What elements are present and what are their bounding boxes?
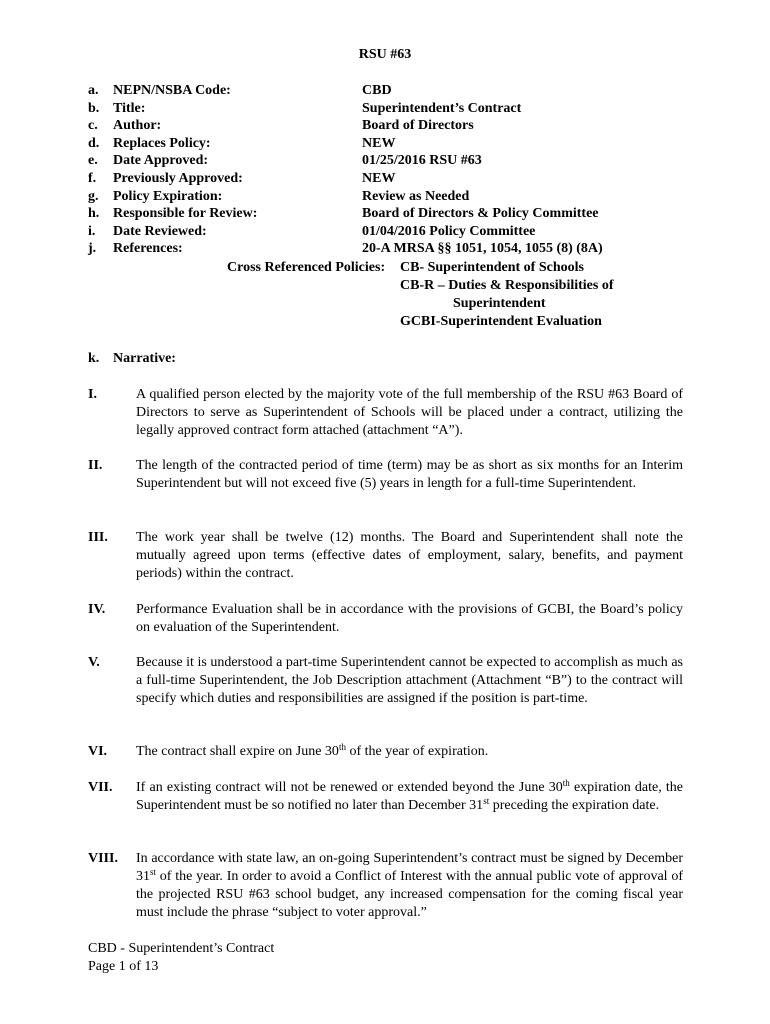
narrative-item (88, 654, 683, 708)
meta-label: Date Reviewed: (113, 223, 207, 239)
meta-letter: h. (88, 206, 100, 222)
item-number: III. (88, 530, 108, 545)
meta-letter: f. (88, 170, 97, 186)
text-segment: of the year of expiration. (345, 744, 489, 759)
ordinal-suffix: st (483, 796, 490, 806)
meta-value: 01/04/2016 Policy Committee (362, 223, 536, 239)
narrative-item (88, 743, 683, 761)
text-segment: of the year. In order to avoid a Conflict of Interest with the annual public vote of approval of the projected RSU #63 school budget, any increased compensation for the coming fiscal year must include the phrase “subject to voter approval.” (136, 869, 683, 920)
meta-letter: j. (88, 241, 97, 257)
cross-ref-line: CB-R – Duties & Responsibilities of (400, 278, 614, 293)
meta-letter: d. (88, 135, 100, 151)
text-segment: preceding the expiration date. (489, 798, 660, 813)
item-number: IV. (88, 602, 106, 617)
policy-metadata (88, 82, 688, 258)
meta-label: NEPN/NSBA Code: (113, 83, 231, 98)
meta-row-previously-approved (88, 170, 688, 188)
footer-page-number: Page 1 of 13 (88, 959, 159, 974)
page-title: RSU #63 (358, 47, 412, 62)
cross-ref-label: Cross Referenced Policies: (227, 260, 386, 275)
item-text: Because it is understood a part-time Superintendent cannot be expected to accomplish as much as a full-time Superintendent, the Job Description attachment (Attachment “B”) to the contract will specify which duties and responsibilities are assigned if the position is part-time. (136, 655, 683, 706)
meta-value: Superintendent’s Contract (362, 100, 522, 116)
meta-letter: c. (88, 118, 98, 134)
item-number: VII. (88, 780, 113, 795)
ordinal-suffix: st (150, 867, 157, 877)
narrative-item (88, 601, 683, 637)
item-text (136, 779, 683, 815)
text-segment: The contract shall expire on June 30 (136, 744, 339, 759)
item-text: The length of the contracted period of time (term) may be as short as six months for an Interim Superintendent but will not exceed five (5) years in length for a full-time Superintendent. (136, 458, 683, 491)
text-segment: In accordance with state law, an on-going Superintendent’s contract must be signed by December 31 (136, 851, 683, 884)
meta-letter: e. (88, 153, 98, 169)
narrative-heading (88, 350, 176, 368)
narrative-label: Narrative: (113, 351, 176, 366)
meta-label: Title: (113, 100, 146, 116)
meta-row-date-approved (88, 152, 688, 170)
meta-label: Date Approved: (113, 153, 209, 169)
narrative-item (88, 529, 683, 583)
text-segment: If an existing contract will not be renewed or extended beyond the June 30 (136, 780, 563, 795)
meta-label: Author: (113, 118, 162, 134)
meta-letter: i. (88, 223, 96, 239)
meta-row-expiration (88, 188, 688, 206)
page-footer (88, 940, 274, 976)
item-number: II. (88, 458, 103, 473)
item-number: V. (88, 655, 100, 670)
meta-label: Replaces Policy: (113, 135, 211, 151)
meta-label: Policy Expiration: (113, 188, 223, 204)
narrative-letter: k. (88, 351, 100, 366)
cross-ref-line: Superintendent (453, 296, 546, 311)
item-text: Performance Evaluation shall be in accordance with the provisions of GCBI, the Board’s policy on evaluation of the Superintendent. (136, 602, 683, 635)
meta-row-responsible (88, 205, 688, 223)
meta-label: Responsible for Review: (113, 206, 258, 222)
narrative-item (88, 779, 683, 815)
item-text (136, 850, 683, 922)
meta-letter: g. (88, 188, 99, 204)
item-text: The work year shall be twelve (12) months. The Board and Superintendent shall note the mutually agreed upon terms (effective dates of employment, salary, benefits, and payment periods) within the contract. (136, 530, 683, 581)
meta-label: Previously Approved: (113, 170, 243, 186)
meta-value: 20-A MRSA §§ 1051, 1054, 1055 (8) (8A) (362, 241, 603, 257)
narrative-item (88, 457, 683, 493)
footer-doc-title: CBD - Superintendent’s Contract (88, 941, 275, 956)
item-number: VI. (88, 744, 108, 759)
ordinal-suffix: th (338, 742, 346, 752)
narrative-item (88, 386, 683, 440)
item-text (136, 743, 683, 761)
item-number: I. (88, 387, 97, 402)
meta-value: CBD (362, 83, 392, 98)
meta-value: NEW (362, 170, 396, 186)
meta-row-date-reviewed (88, 223, 688, 241)
meta-row-replaces (88, 135, 688, 153)
meta-value: Board of Directors & Policy Committee (362, 206, 599, 222)
narrative-item (88, 850, 683, 922)
item-number: VIII. (88, 851, 118, 866)
meta-value: 01/25/2016 RSU #63 (362, 153, 482, 169)
text-segment: expiration date, the Superintendent must be so notified no later than December 31 (136, 780, 683, 813)
meta-value: Review as Needed (362, 188, 470, 204)
item-text: A qualified person elected by the majority vote of the full membership of the RSU #63 Board of Directors to serve as Superintendent of Schools will be placed under a contract, utilizing the legally approved contract form attached (attachment “A”). (136, 387, 683, 438)
cross-ref-line: GCBI-Superintendent Evaluation (400, 314, 602, 329)
meta-value: Board of Directors (362, 118, 474, 134)
cross-ref-line: CB- Superintendent of Schools (400, 260, 584, 275)
meta-row-author (88, 117, 688, 135)
meta-value: NEW (362, 135, 396, 151)
meta-letter: a. (88, 83, 99, 98)
meta-letter: b. (88, 100, 100, 116)
meta-label: References: (113, 241, 183, 257)
ordinal-suffix: th (562, 778, 570, 788)
meta-row-code (88, 82, 688, 100)
meta-row-title (88, 100, 688, 118)
meta-row-references (88, 240, 688, 258)
